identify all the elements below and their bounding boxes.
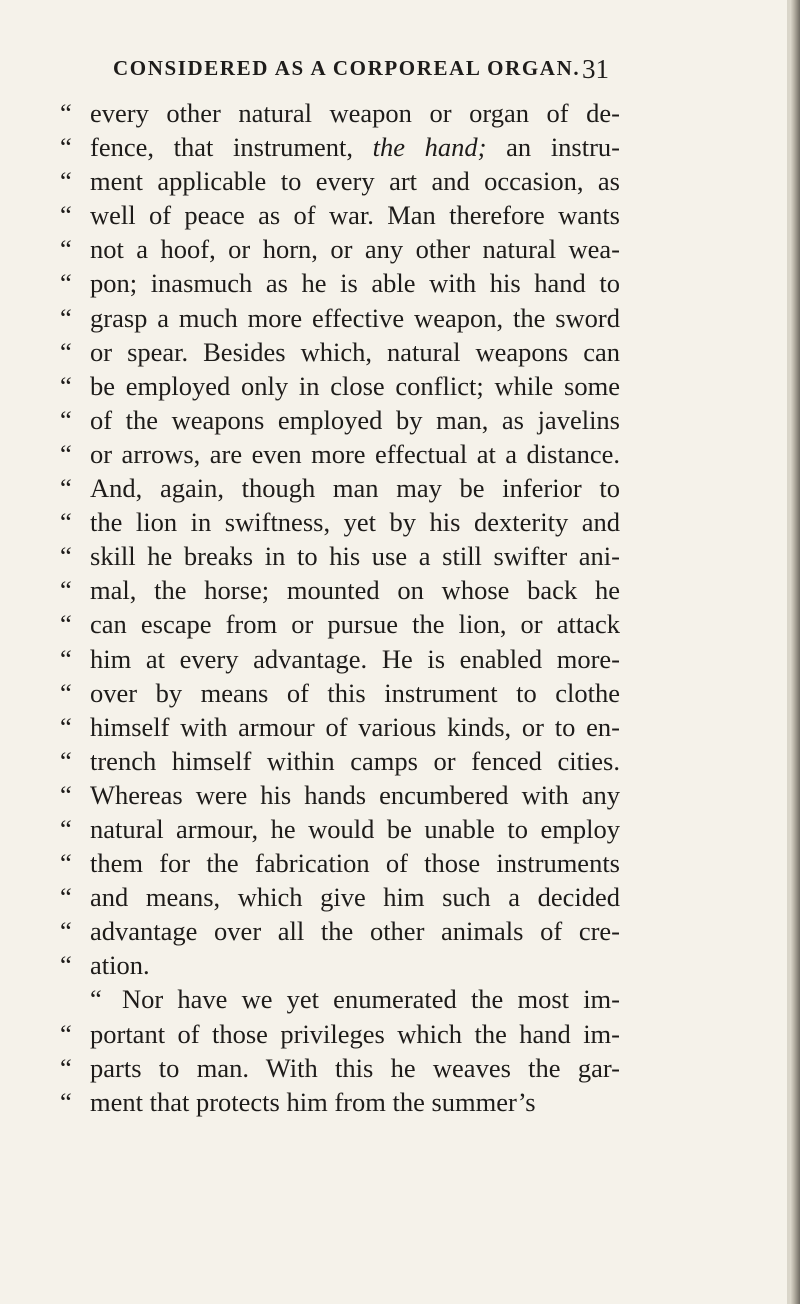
quote-mark: “ bbox=[60, 507, 72, 538]
text-line bbox=[60, 471, 620, 505]
text-line bbox=[60, 812, 620, 846]
line-text bbox=[90, 505, 620, 539]
line-text bbox=[90, 1051, 620, 1085]
line-text bbox=[90, 539, 620, 573]
line-text bbox=[90, 403, 620, 437]
text-line bbox=[60, 369, 620, 403]
line-text-run: And, again, though man may be inferior to bbox=[90, 473, 620, 504]
line-text bbox=[90, 335, 620, 369]
line-text-run: every other natural weapon or organ of de- bbox=[90, 98, 620, 128]
text-line bbox=[60, 880, 620, 914]
text-line bbox=[60, 778, 620, 812]
text-line bbox=[60, 301, 620, 335]
line-text-run: them for the fabrication of those instruments bbox=[90, 848, 620, 879]
line-text bbox=[90, 676, 620, 710]
line-text bbox=[90, 778, 620, 812]
page-number: 31 bbox=[582, 54, 609, 84]
line-text-run: mal, the horse; mounted on whose back he bbox=[90, 575, 620, 606]
line-text bbox=[90, 812, 620, 846]
line-text bbox=[90, 96, 620, 130]
quote-mark: “ bbox=[60, 132, 72, 163]
text-line bbox=[60, 232, 620, 266]
quote-mark: “ bbox=[60, 473, 72, 504]
text-line bbox=[60, 710, 620, 744]
page-edge bbox=[790, 0, 800, 1304]
line-text-run: the lion in swiftness, yet by his dexterity and bbox=[90, 507, 620, 538]
text-line bbox=[60, 130, 620, 164]
text-line bbox=[60, 607, 620, 641]
line-text bbox=[90, 744, 620, 778]
text-line bbox=[60, 846, 620, 880]
text-line bbox=[60, 573, 620, 607]
text-line bbox=[60, 437, 620, 471]
line-text-run: ment applicable to every art and occasion, as bbox=[90, 166, 620, 197]
running-head bbox=[113, 56, 609, 88]
line-text bbox=[90, 846, 620, 880]
quote-mark: “ bbox=[60, 575, 72, 606]
text-line bbox=[60, 744, 620, 778]
quote-mark: “ bbox=[90, 984, 102, 1015]
quote-mark: “ bbox=[60, 848, 72, 879]
line-text-run: trench himself within camps or fenced cities. bbox=[90, 745, 620, 776]
line-text-run: Nor have we yet enumerated the most im- bbox=[122, 984, 620, 1015]
quote-mark: “ bbox=[60, 1052, 72, 1083]
line-text-run: advantage over all the other animals of cre- bbox=[90, 916, 620, 947]
text-line bbox=[60, 198, 620, 232]
line-text bbox=[90, 573, 620, 607]
quote-mark: “ bbox=[60, 677, 72, 708]
line-text-run: and means, which give him such a decided bbox=[90, 882, 620, 913]
text-line bbox=[60, 914, 620, 948]
quote-mark: “ bbox=[60, 166, 72, 197]
line-text bbox=[90, 130, 620, 164]
quote-mark: “ bbox=[60, 1086, 72, 1117]
line-text-run: portant of those privileges which the hand im- bbox=[90, 1018, 620, 1049]
line-text bbox=[90, 1017, 620, 1051]
quote-mark: “ bbox=[60, 268, 72, 299]
line-text bbox=[90, 164, 620, 198]
quote-mark: “ bbox=[60, 882, 72, 913]
line-text-run: skill he breaks in to his use a still swifter ani- bbox=[90, 541, 620, 572]
quote-mark: “ bbox=[60, 234, 72, 265]
text-line bbox=[60, 1085, 620, 1119]
text-line bbox=[60, 948, 620, 982]
line-text-run: ation. bbox=[90, 950, 150, 981]
text-line bbox=[60, 1051, 620, 1085]
line-text bbox=[90, 266, 620, 300]
line-text-run: or arrows, are even more effectual at a distance. bbox=[90, 438, 620, 469]
line-text-run: be employed only in close conflict; while some bbox=[90, 370, 620, 401]
line-text-run: parts to man. With this he weaves the gar- bbox=[90, 1052, 620, 1083]
line-text-run: ment that protects him from the summer’s bbox=[90, 1086, 536, 1117]
quote-mark: “ bbox=[60, 643, 72, 674]
text-line bbox=[60, 266, 620, 300]
quote-mark: “ bbox=[60, 438, 72, 469]
quote-mark: “ bbox=[60, 336, 72, 367]
text-line bbox=[60, 676, 620, 710]
quote-mark: “ bbox=[60, 404, 72, 435]
quote-mark: “ bbox=[60, 302, 72, 333]
line-text bbox=[122, 982, 620, 1016]
italic-emphasis: the hand; bbox=[372, 132, 487, 163]
line-text-run: fence, that instrument, bbox=[90, 132, 373, 163]
quote-mark: “ bbox=[60, 916, 72, 947]
line-text bbox=[90, 437, 620, 471]
line-text bbox=[90, 914, 620, 948]
line-text bbox=[90, 198, 620, 232]
quote-mark: “ bbox=[60, 370, 72, 401]
line-text-run: or spear. Besides which, natural weapons can bbox=[90, 336, 620, 367]
line-text bbox=[90, 369, 620, 403]
text-line bbox=[60, 335, 620, 369]
quote-mark: “ bbox=[60, 98, 72, 128]
line-text bbox=[90, 301, 620, 335]
body-text bbox=[60, 96, 620, 1119]
quote-mark: “ bbox=[60, 813, 72, 844]
quote-mark: “ bbox=[60, 1018, 72, 1049]
line-text bbox=[90, 232, 620, 266]
line-text bbox=[90, 1085, 620, 1119]
line-text-run: can escape from or pursue the lion, or attack bbox=[90, 609, 620, 640]
line-text-run: over by means of this instrument to clothe bbox=[90, 677, 620, 708]
running-title: CONSIDERED AS A CORPOREAL ORGAN. bbox=[113, 56, 581, 80]
line-text-run: Whereas were his hands encumbered with any bbox=[90, 779, 620, 810]
line-text-run: natural armour, he would be unable to employ bbox=[90, 813, 620, 844]
line-text-run: of the weapons employed by man, as javelins bbox=[90, 404, 620, 435]
line-text-run: him at every advantage. He is enabled more- bbox=[90, 643, 620, 674]
text-line bbox=[60, 539, 620, 573]
line-text-run: grasp a much more effective weapon, the sword bbox=[90, 302, 620, 333]
line-text-run: himself with armour of various kinds, or to en- bbox=[90, 711, 620, 742]
text-line bbox=[60, 96, 620, 130]
quote-mark: “ bbox=[60, 200, 72, 231]
quote-mark: “ bbox=[60, 950, 72, 981]
line-text bbox=[90, 710, 620, 744]
line-text bbox=[90, 948, 620, 982]
quote-mark: “ bbox=[60, 609, 72, 640]
text-line bbox=[60, 642, 620, 676]
line-text-run: well of peace as of war. Man therefore wants bbox=[90, 200, 620, 231]
text-line bbox=[60, 164, 620, 198]
quote-mark: “ bbox=[60, 711, 72, 742]
quote-mark: “ bbox=[60, 541, 72, 572]
line-text-run: an instru- bbox=[486, 132, 621, 163]
quote-mark: “ bbox=[60, 779, 72, 810]
text-line bbox=[60, 982, 620, 1016]
line-text bbox=[90, 471, 620, 505]
line-text bbox=[90, 607, 620, 641]
line-text bbox=[90, 880, 620, 914]
line-text bbox=[90, 642, 620, 676]
quote-mark: “ bbox=[60, 745, 72, 776]
line-text-run: pon; inasmuch as he is able with his hand to bbox=[90, 268, 620, 299]
line-text-run: not a hoof, or horn, or any other natural wea- bbox=[90, 234, 620, 265]
text-line bbox=[60, 403, 620, 437]
text-line bbox=[60, 505, 620, 539]
text-line bbox=[60, 1017, 620, 1051]
